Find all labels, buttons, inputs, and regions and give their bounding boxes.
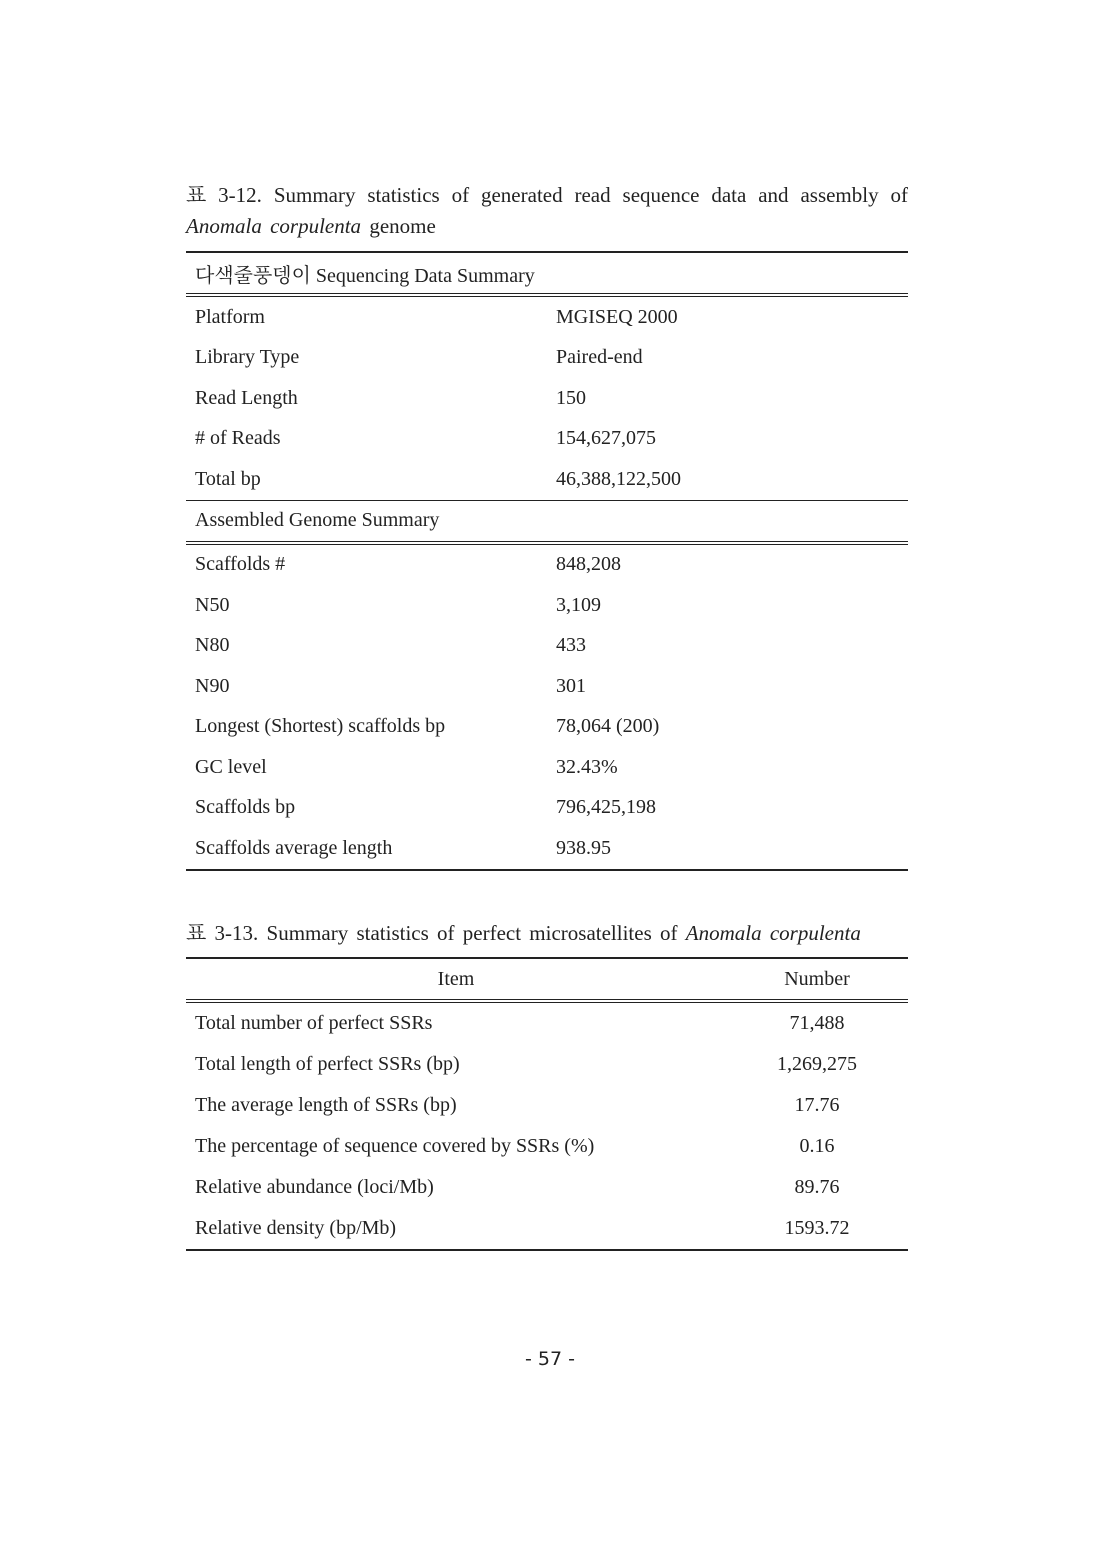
table-row bbox=[186, 419, 908, 460]
table-row bbox=[186, 747, 908, 788]
caption-text: 표 3-13. Summary statistics of perfect microsatellites of bbox=[186, 921, 686, 945]
row-label: Read Length bbox=[195, 386, 298, 409]
table-row bbox=[186, 295, 908, 338]
table-3-13-caption bbox=[186, 918, 908, 949]
table-row bbox=[186, 707, 908, 748]
table-row bbox=[186, 585, 908, 626]
table-row bbox=[186, 828, 908, 870]
header-item: Item bbox=[186, 958, 726, 1001]
header-number: Number bbox=[726, 958, 908, 1001]
table-row bbox=[186, 1126, 908, 1167]
row-value: 301 bbox=[556, 674, 586, 697]
row-value: 46,388,122,500 bbox=[547, 459, 908, 500]
row-number: 1593.72 bbox=[784, 1217, 850, 1239]
row-item: Total number of perfect SSRs bbox=[195, 1012, 433, 1034]
table-row bbox=[186, 788, 908, 829]
row-value: 3,109 bbox=[556, 593, 601, 616]
row-value: 32.43% bbox=[556, 755, 618, 778]
row-item: Total length of perfect SSRs (bp) bbox=[195, 1053, 460, 1075]
table-row bbox=[186, 1044, 908, 1085]
table-row bbox=[186, 543, 908, 586]
row-value: MGISEQ 2000 bbox=[556, 305, 678, 328]
row-label: Longest (Shortest) scaffolds bp bbox=[195, 715, 446, 738]
row-label: Scaffolds bp bbox=[195, 796, 296, 819]
table-row bbox=[186, 378, 908, 419]
table-row bbox=[186, 459, 908, 500]
row-value: 433 bbox=[556, 634, 586, 657]
row-item: Relative abundance (loci/Mb) bbox=[195, 1176, 434, 1198]
section-title: 다색줄풍뎅이 Sequencing Data Summary bbox=[186, 252, 908, 295]
row-label: # of Reads bbox=[195, 427, 281, 450]
row-number: 89.76 bbox=[794, 1176, 840, 1198]
row-number: 1,269,275 bbox=[777, 1053, 857, 1075]
row-item: The average length of SSRs (bp) bbox=[195, 1094, 457, 1116]
caption-text-end: genome bbox=[361, 214, 436, 238]
row-label: N90 bbox=[195, 674, 230, 697]
caption-species-name: Anomala corpulenta bbox=[186, 214, 362, 238]
row-value: 154,627,075 bbox=[556, 427, 656, 450]
section-title: Assembled Genome Summary bbox=[186, 500, 908, 543]
row-number: 0.16 bbox=[799, 1135, 835, 1157]
row-label: N50 bbox=[195, 593, 230, 616]
row-label: GC level bbox=[195, 755, 267, 778]
row-value: Paired-end bbox=[556, 346, 643, 369]
row-label: Platform bbox=[195, 305, 265, 328]
row-number: 17.76 bbox=[794, 1094, 840, 1116]
caption-species-name: Anomala corpulenta bbox=[685, 921, 861, 945]
table-3-12-caption bbox=[186, 180, 908, 242]
row-label: Total bp bbox=[186, 459, 547, 500]
table-row bbox=[186, 1085, 908, 1126]
row-item: The percentage of sequence covered by SSRs (%) bbox=[195, 1135, 595, 1157]
section-header-assembly bbox=[186, 500, 908, 543]
row-value: 938.95 bbox=[556, 836, 611, 859]
row-value: 796,425,198 bbox=[556, 796, 656, 819]
row-value: 848,208 bbox=[556, 553, 621, 576]
row-number: 71,488 bbox=[789, 1012, 845, 1034]
table-header-row bbox=[186, 958, 908, 1001]
row-item: Relative density (bp/Mb) bbox=[195, 1217, 397, 1239]
page-number: - 57 - bbox=[525, 1348, 575, 1370]
table-row bbox=[186, 1001, 908, 1044]
table-row bbox=[186, 1167, 908, 1208]
microsatellite-summary-table bbox=[186, 957, 908, 1251]
sequencing-assembly-summary-table bbox=[186, 251, 908, 871]
row-label: Scaffolds # bbox=[195, 553, 286, 576]
row-value: 150 bbox=[556, 386, 586, 409]
table-row bbox=[186, 338, 908, 379]
section-header-sequencing bbox=[186, 252, 908, 295]
row-label: Library Type bbox=[195, 346, 300, 369]
row-label: N80 bbox=[195, 634, 230, 657]
table-row bbox=[186, 626, 908, 667]
table-row bbox=[186, 666, 908, 707]
table-row bbox=[186, 1208, 908, 1250]
row-label: Scaffolds average length bbox=[195, 836, 393, 859]
row-value: 78,064 (200) bbox=[556, 715, 660, 738]
caption-text: 표 3-12. Summary statistics of generated read sequence data and assembly of bbox=[186, 183, 908, 207]
